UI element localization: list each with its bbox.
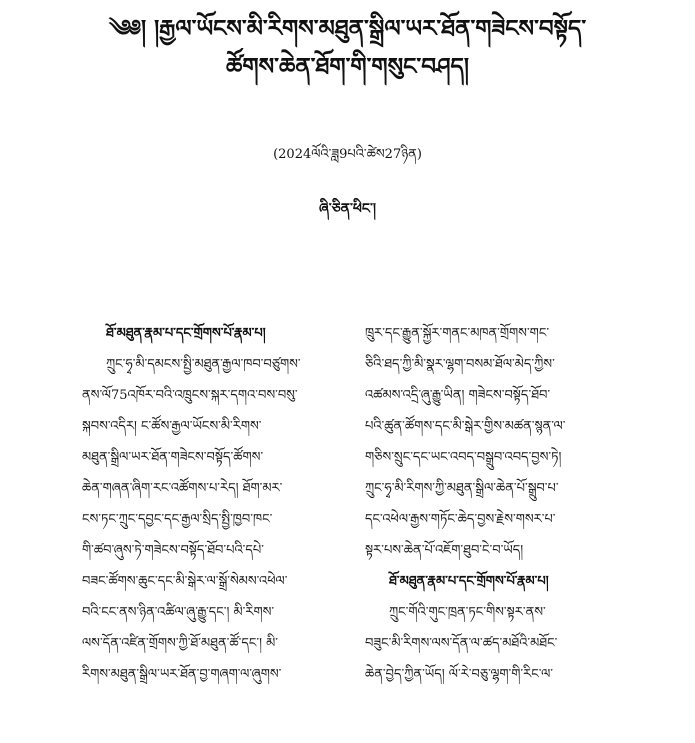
body-text-line: བཟུང་མི་རིགས་ལས་དོན་ལ་ཚད་མཐོའི་མཐོང་ <box>365 636 558 651</box>
body-text-line: ཆེན་གཞན་ཞིག་རང་འཚོགས་པ་རེད། ཐོག་མར་ <box>82 481 283 496</box>
body-text-line: ཀྲུང་གོའི་གུང་ཁྲན་ཏང་གིས་སྟར་ནས་ <box>389 605 546 620</box>
document-title <box>40 10 655 86</box>
body-text-line: བའི་ངང་ནས་ཉིན་འཚིལ་ཞུ་རྒྱུ་དང་། མི་རིགས་ <box>82 605 275 620</box>
body-text-line: ནས་ལོ75འཁོར་བའི་འཁྲུངས་སྐར་དགའ་བས་བསུ་ <box>82 388 298 403</box>
body-text-line: ཀྲུང་ཧྭ་མི་རིགས་ཀྱི་མཐུན་སྒྲིལ་ཆེན་པོ་སྒྲུབ་པ་ <box>365 481 559 496</box>
body-text-line: སྐབས་འདིར། ང་ཚོས་རྒྱལ་ཡོངས་མི་རིགས་ <box>82 419 262 434</box>
body-text-line: བཟང་ཚོགས་ཆུང་དང་མི་སྒེར་ལ་སྒྲོ་སེམས་འཕེལ་ <box>82 574 288 589</box>
body-text-line: དང་འཕེལ་རྒྱས་གཏོང་ཆེད་བྱས་རྗེས་གསར་པ་ <box>365 512 556 527</box>
body-text-line: ཀྲུང་ཧྭ་མི་དམངས་སྤྱི་མཐུན་རྒྱལ་ཁབ་བཙུགས་ <box>106 357 301 372</box>
speech-date: (2024ལོའི་ཟླ9པའི་ཚེས27ཉིན) <box>273 147 422 162</box>
body-text-line: ངས་ཏང་ཀྲུང་དབྱང་དང་རྒྱལ་སྲིད་སྤྱི་ཁྱབ་ཁང་ <box>82 512 273 527</box>
body-text-line: གི་ཚབ་ཞུས་ཏེ་གཟེངས་བསྟོད་ཐོབ་པའི་དཔེ་ <box>82 543 264 558</box>
left-text-column <box>82 318 332 690</box>
title-line-1: ༄༅། །རྒྱལ་ཡོངས་མི་རིགས་མཐུན་སྒྲིལ་ཡར་ཐོན་གཟེངས་བསྟོད་ <box>108 15 587 42</box>
body-text-line: ཁྲུར་དང་རྒྱུན་སྐྱོར་གནང་མཁན་གྲོགས་གང་ <box>365 326 550 341</box>
body-text-line: ཆེན་བྱེད་ཀྱིན་ཡོད། ལོ་རེ་བཅུ་ལྷག་གི་རིང་ལ་ <box>365 667 553 682</box>
speaker-name: ཞི་ཅིན་ཕིང་། <box>318 201 377 217</box>
body-text-line: པའི་ཚུན་ཚོགས་དང་མི་སྒེར་གྱིས་མཚན་སྙན་ལ་ <box>365 419 566 434</box>
body-text-line: མཐུན་སྒྲིལ་ཡར་ཐོན་གཟེངས་བསྟོད་ཚོགས་ <box>82 450 264 465</box>
body-text-line: རིགས་མཐུན་སྒྲིལ་ཡར་ཐོན་བྱ་གཞག་ལ་ཞུགས་ <box>82 667 282 682</box>
body-salutation-line: ཐོ་མཐུན་རྣམ་པ་དང་གྲོགས་པོ་རྣམ་པ། <box>389 574 549 589</box>
right-text-column <box>365 318 615 690</box>
title-line-2: ཚོགས་ཆེན་ཐོག་གི་གསུང་བཤད། <box>226 53 469 80</box>
body-text-line: སྟར་པས་ཆེན་པོ་འཇོག་ཐུབ་ངེ་བ་ཡོད། <box>365 543 524 558</box>
body-text-line: ལས་དོན་འཛིན་གྲོགས་ཀྱི་ཐོ་མཐུན་ཚོ་དང་། མི་ <box>82 636 279 651</box>
body-text-line: གཅིས་སྲུང་དང་ཡང་འབད་བསྒྲུབ་འབད་བྱས་ཏེ། <box>365 450 562 465</box>
body-text-line: འཚམས་འདྲི་ཞུ་རྒྱུ་ཡིན། གཟེངས་བསྟོད་ཐོབ་ <box>365 388 551 403</box>
body-text-line: ཅིའི་ཐད་ཀྱི་མི་སྣར་ལྷག་བསམ་ཐོལ་མེད་ཀྱིས་ <box>365 357 555 372</box>
body-salutation-line: ཐོ་མཐུན་རྣམ་པ་དང་གྲོགས་པོ་རྣམ་པ། <box>106 326 266 341</box>
